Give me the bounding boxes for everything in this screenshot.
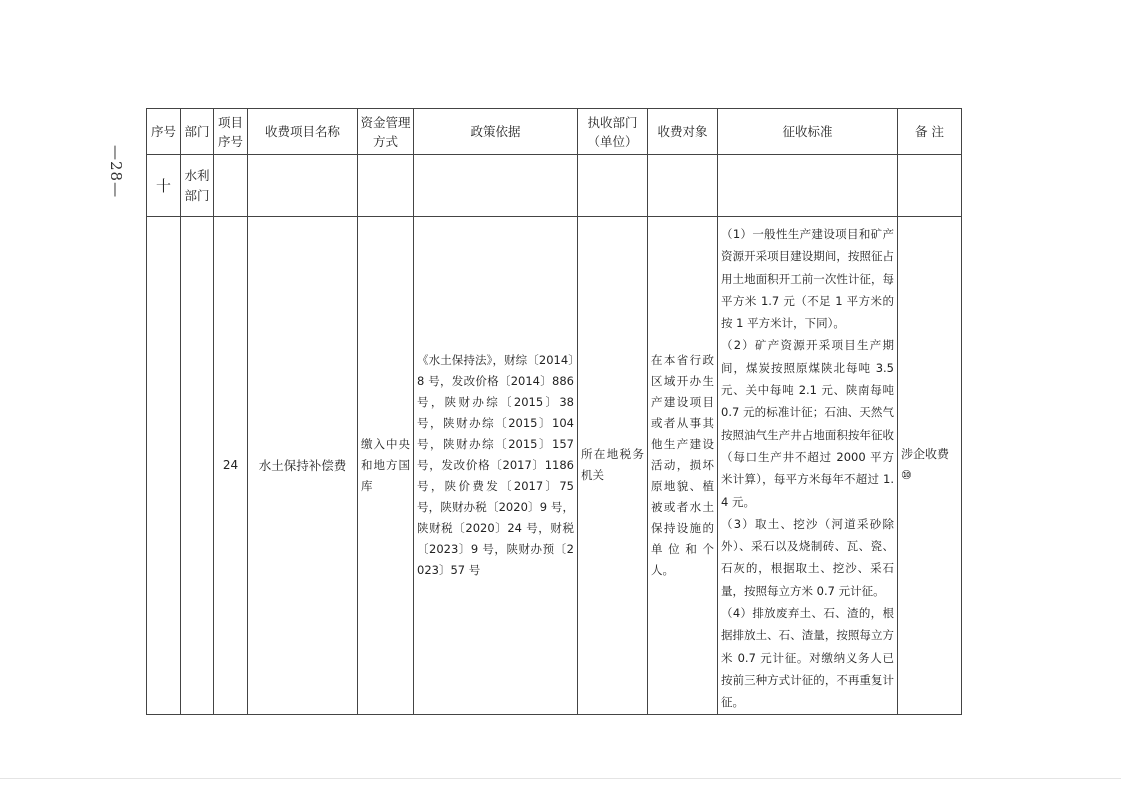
item-name: 水土保持补偿费 bbox=[248, 217, 358, 715]
standard-clause: （2）矿产资源开采项目生产期间，煤炭按照原煤陕北每吨 3.5 元、关中每吨 2.1 元、陕南每吨 0.7 元的标准计征；石油、天然气按照油气生产井占地面积按年征收（每口生产井不超过 2000 平方米计算），每平方米每年不超过 1.4 元。 bbox=[721, 338, 894, 509]
standard-clause: （1）一般性生产建设项目和矿产资源开采项目建设期间，按照征占用土地面积开工前一次性计征，每平方米 1.7 元（不足 1 平方米的按 1 平方米计，下同）。 bbox=[721, 227, 894, 331]
item-seq-empty bbox=[147, 217, 181, 715]
header-note: 备 注 bbox=[898, 109, 962, 155]
item-fund-mgmt: 缴入中央和地方国库 bbox=[361, 436, 410, 493]
item-target: 在本省行政区域开办生产建设项目或者从事其他生产建设活动，损坏原地貌、植被或者水土保持设施的单位和个人。 bbox=[651, 352, 714, 577]
item-collector-cell bbox=[578, 217, 648, 715]
item-policy: 《水土保持法》，财综〔2014〕8 号，发改价格〔2014〕886 号，陕财办综〔2015〕38 号，陕财办综〔2015〕104 号，陕财办综〔2015〕157 号，发改价格〔2017〕1186 号，陕价费发〔2017〕75 号，陕财办税〔2020〕9 号，陕财税〔2020〕24 号，财税〔2023〕9 号，陕财办预〔2023〕57 号 bbox=[417, 352, 574, 577]
header-policy: 政策依据 bbox=[414, 109, 578, 155]
header-fund-mgmt: 资金管理方式 bbox=[358, 109, 414, 155]
header-seq: 序号 bbox=[147, 109, 181, 155]
header-row bbox=[147, 109, 962, 155]
item-fund-mgmt-cell bbox=[358, 217, 414, 715]
category-dept: 水利部门 bbox=[181, 155, 214, 217]
header-target: 收费对象 bbox=[648, 109, 718, 155]
category-empty-cell bbox=[578, 155, 648, 217]
item-policy-cell bbox=[414, 217, 578, 715]
scan-edge-line bbox=[0, 778, 1121, 779]
category-empty-cell bbox=[358, 155, 414, 217]
item-row bbox=[147, 217, 962, 715]
category-empty-cell bbox=[718, 155, 898, 217]
category-row bbox=[147, 155, 962, 217]
standard-clause: （3）取土、挖沙（河道采砂除外）、采石以及烧制砖、瓦、瓷、石灰的，根据取土、挖沙、采石量，按照每立方米 0.7 元计征。 bbox=[721, 516, 894, 598]
item-standard-cell bbox=[718, 217, 898, 715]
category-empty-cell bbox=[248, 155, 358, 217]
header-standard: 征收标准 bbox=[718, 109, 898, 155]
category-empty-cell bbox=[214, 155, 248, 217]
category-empty-cell bbox=[648, 155, 718, 217]
header-item-no: 项目序号 bbox=[214, 109, 248, 155]
fee-table bbox=[146, 108, 962, 715]
page-number: —28— bbox=[107, 145, 125, 199]
header-collector: 执收部门（单位） bbox=[578, 109, 648, 155]
item-no: 24 bbox=[214, 217, 248, 715]
header-dept: 部门 bbox=[181, 109, 214, 155]
category-seq: 十 bbox=[147, 155, 181, 217]
header-item-name: 收费项目名称 bbox=[248, 109, 358, 155]
item-target-cell bbox=[648, 217, 718, 715]
item-note: 涉企收费⑩ bbox=[901, 447, 950, 483]
category-empty-cell bbox=[414, 155, 578, 217]
item-note-cell bbox=[898, 217, 962, 715]
standard-clause: （4）排放废弃土、石、渣的，根据排放土、石、渣量，按照每立方米 0.7 元计征。对缴纳义务人已按前三种方式计征的，不再重复计征。 bbox=[721, 606, 894, 710]
item-dept-empty bbox=[181, 217, 214, 715]
item-collector: 所在地税务机关 bbox=[581, 447, 644, 483]
category-empty-cell bbox=[898, 155, 962, 217]
